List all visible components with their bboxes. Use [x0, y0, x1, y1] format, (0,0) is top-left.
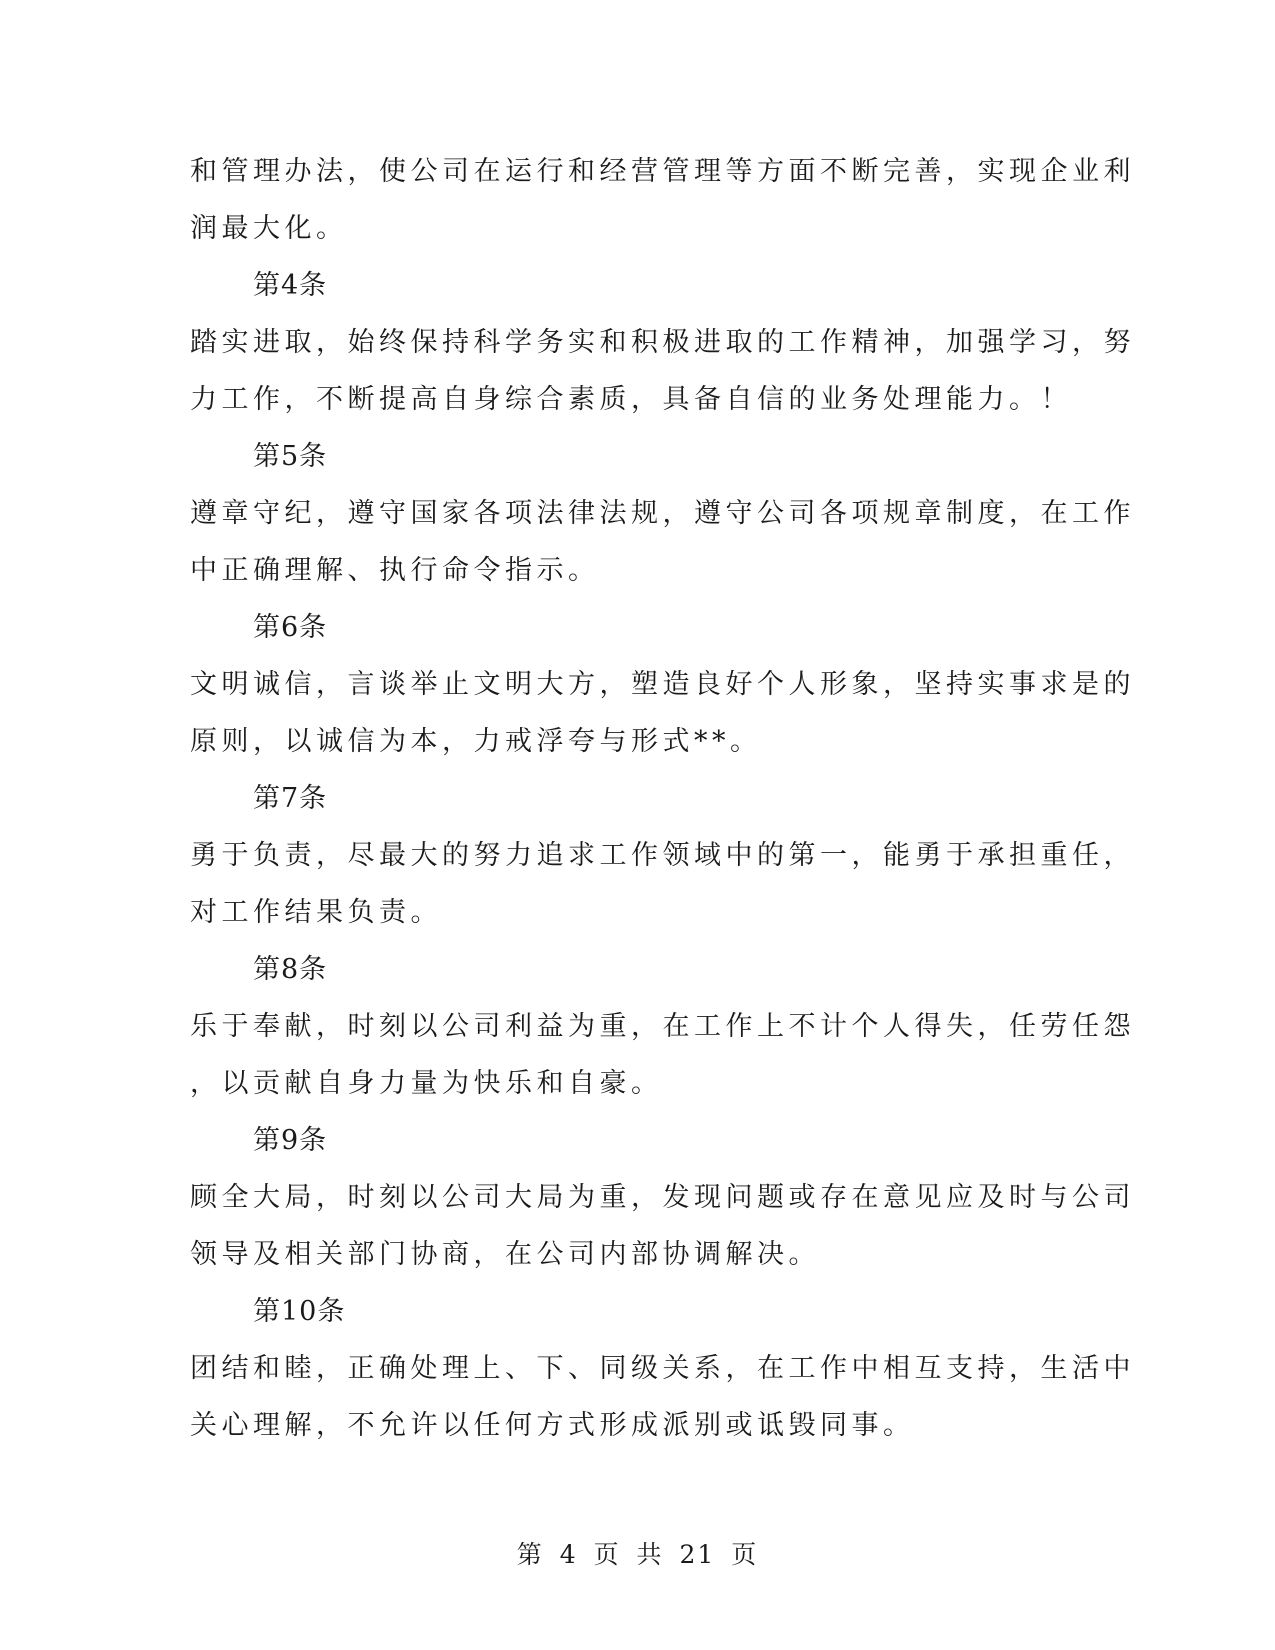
body-line: 润最大化。: [190, 213, 348, 244]
body-line: 踏实进取，始终保持科学务实和积极进取的工作精神，加强学习，努: [190, 327, 1135, 358]
body-line: 领导及相关部门协商，在公司内部协调解决。: [190, 1239, 820, 1270]
body-line: 勇于负责，尽最大的努力追求工作领域中的第一，能勇于承担重任，: [190, 840, 1135, 871]
body-line: 顾全大局，时刻以公司大局为重，发现问题或存在意见应及时与公司: [190, 1182, 1135, 1213]
body-line: 关心理解，不允许以任何方式形成派别或诋毁同事。: [190, 1410, 915, 1441]
body-line: 对工作结果负责。: [190, 897, 442, 928]
body-line: 力工作，不断提高自身综合素质，具备自信的业务处理能力。！: [190, 384, 1072, 415]
article-heading: 第7条: [253, 783, 328, 814]
body-line: 遵章守纪，遵守国家各项法律法规，遵守公司各项规章制度，在工作: [190, 498, 1135, 529]
body-line: 原则，以诚信为本，力戒浮夸与形式**。: [190, 726, 762, 757]
body-line: 文明诚信，言谈举止文明大方，塑造良好个人形象，坚持实事求是的: [190, 669, 1135, 700]
article-heading: 第6条: [253, 612, 328, 643]
article-heading: 第8条: [253, 954, 328, 985]
article-heading: 第10条: [253, 1296, 346, 1327]
document-body: [190, 143, 1135, 1454]
body-line: ，以贡献自身力量为快乐和自豪。: [190, 1068, 663, 1099]
body-line: 中正确理解、执行命令指示。: [190, 555, 600, 586]
body-line: 团结和睦，正确处理上、下、同级关系，在工作中相互支持，生活中: [190, 1353, 1135, 1384]
body-line: 乐于奉献，时刻以公司利益为重，在工作上不计个人得失，任劳任怨: [190, 1011, 1135, 1042]
article-heading: 第9条: [253, 1125, 328, 1156]
article-heading: 第5条: [253, 441, 328, 472]
page-footer: 第 4 页 共 21 页: [516, 1540, 759, 1569]
article-heading: 第4条: [253, 270, 328, 301]
body-line: 和管理办法，使公司在运行和经营管理等方面不断完善，实现企业利: [190, 156, 1135, 187]
